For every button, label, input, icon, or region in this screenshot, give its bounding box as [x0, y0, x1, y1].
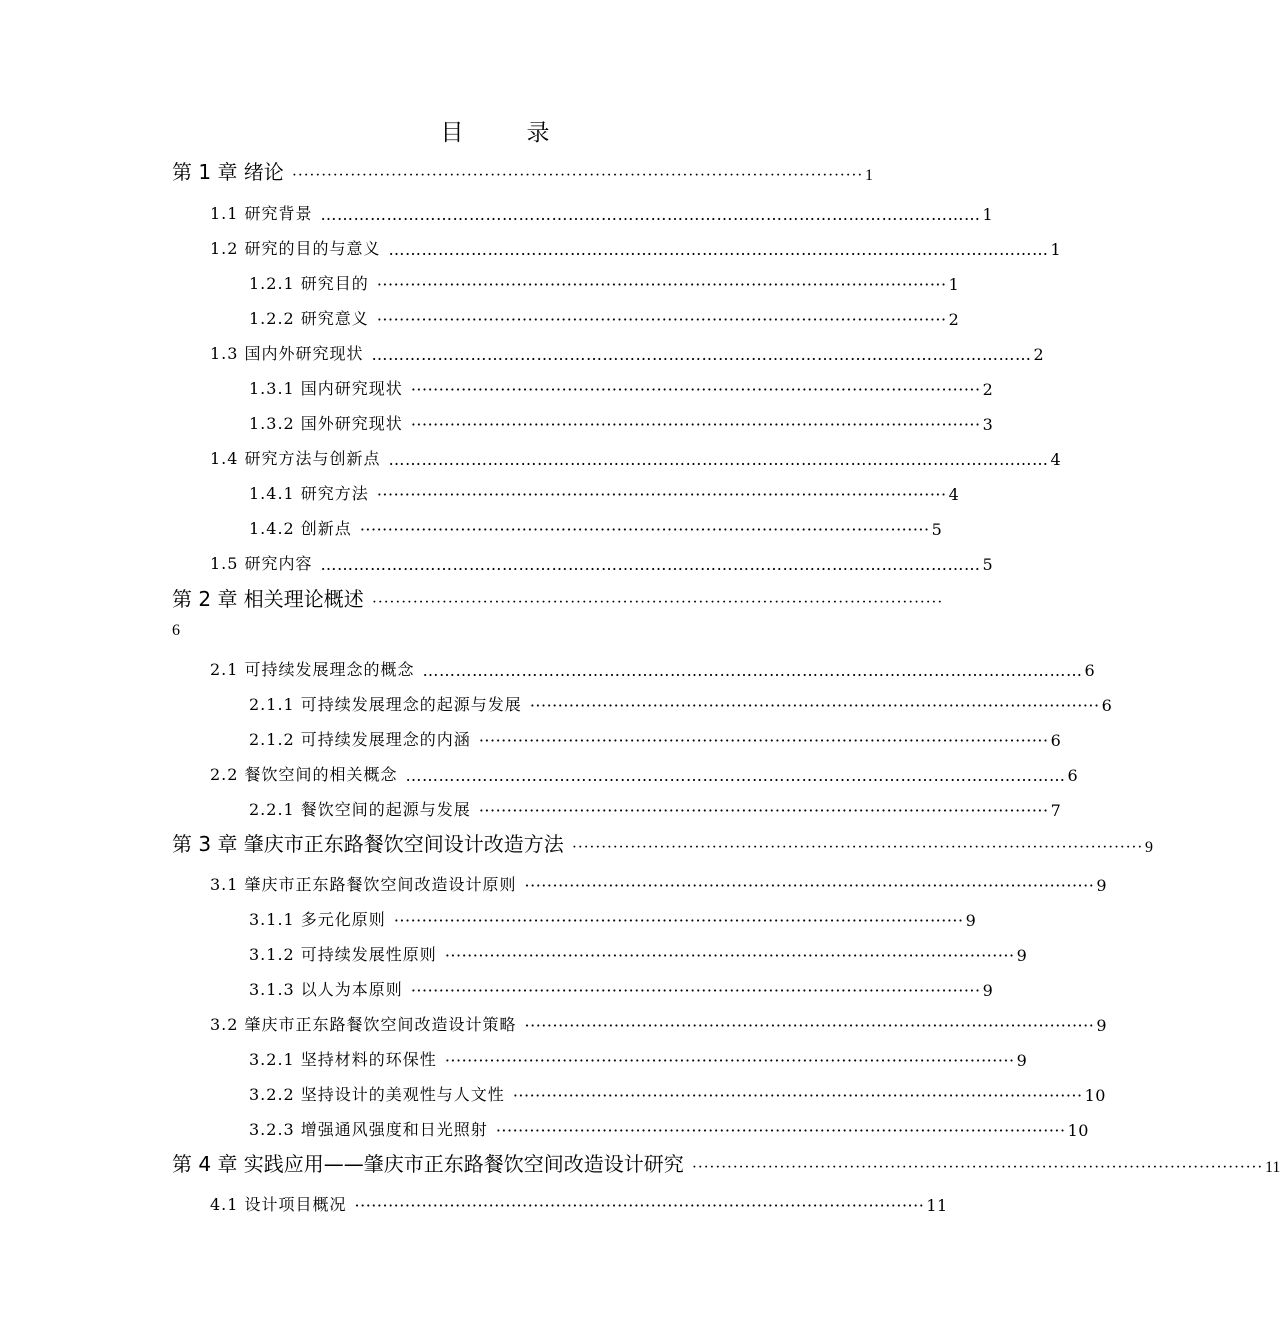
leader-dots: ······································································································	[444, 946, 1015, 965]
toc-entry-label: 3.2.3 增强通风强度和日光照射	[249, 1120, 488, 1139]
toc-entry-page: 3	[982, 415, 994, 434]
leader-dots: ······································································································	[410, 415, 981, 434]
toc-entry[interactable]	[172, 155, 873, 185]
toc-entry[interactable]	[210, 755, 1079, 785]
leader-dots: ······································································································	[444, 1051, 1015, 1070]
leader-dots: ······································································································	[524, 876, 1095, 895]
toc-entry-page: 9	[982, 981, 994, 1000]
leader-dots: …………………………………………………………………………………………………………	[388, 240, 1049, 259]
toc-entry[interactable]	[249, 1040, 1028, 1070]
toc-entry-label: 第 4 章 实践应用——肇庆市正东路餐饮空间改造设计研究	[172, 1152, 684, 1176]
leader-dots: ······································································································	[359, 520, 930, 539]
toc-entry-label: 1.4.1 研究方法	[249, 484, 369, 503]
leader-dots: ······································································································	[376, 275, 947, 294]
leader-dots: …………………………………………………………………………………………………………	[320, 555, 981, 574]
toc-entry-page: 6	[1084, 661, 1096, 680]
toc-entry-page: 11	[926, 1196, 948, 1215]
toc-entry-page: 2	[948, 310, 960, 329]
toc-entry[interactable]	[210, 439, 1062, 469]
toc-entry-page: 10	[1067, 1121, 1089, 1140]
toc-entry-page: 5	[931, 520, 943, 539]
toc-entry-label: 3.1 肇庆市正东路餐饮空间改造设计原则	[210, 875, 517, 894]
toc-entry-label: 第 1 章 绪论	[172, 160, 284, 184]
leader-dots: ······································································································	[512, 1086, 1083, 1105]
leader-dots: ······································································································	[393, 911, 964, 930]
toc-entry-page: 6	[172, 622, 180, 639]
toc-entry[interactable]	[249, 685, 1113, 715]
toc-entry-page: 5	[982, 555, 994, 574]
toc-entry[interactable]	[249, 299, 960, 329]
leader-dots: ······································································································	[376, 310, 947, 329]
toc-entry[interactable]	[210, 334, 1045, 364]
toc-entry[interactable]	[210, 865, 1107, 895]
toc-entry-label: 第 2 章 相关理论概述	[172, 587, 364, 611]
toc-entry-label: 3.1.2 可持续发展性原则	[249, 945, 437, 964]
toc-entry-chapter-2[interactable]	[172, 582, 943, 612]
toc-entry[interactable]	[249, 900, 977, 930]
toc-entry[interactable]	[249, 1075, 1106, 1105]
toc-entry-label: 第 3 章 肇庆市正东路餐饮空间设计改造方法	[172, 832, 564, 856]
toc-entry-label: 4.1 设计项目概况	[210, 1195, 347, 1214]
toc-entry-page: 9	[1016, 1051, 1028, 1070]
toc-entry[interactable]	[249, 474, 960, 504]
toc-entry[interactable]	[172, 1147, 1280, 1177]
toc-entry-page: 4	[1050, 450, 1062, 469]
toc-entry[interactable]	[249, 790, 1062, 820]
toc-entry-page: 9	[1096, 876, 1107, 895]
toc-entry-label: 1.2.2 研究意义	[249, 309, 369, 328]
toc-entry[interactable]	[249, 404, 994, 434]
toc-entry-page: 6	[1067, 766, 1079, 785]
leader-dots: ······································································································	[410, 981, 981, 1000]
toc-entry-label: 2.1.2 可持续发展理念的内涵	[249, 730, 471, 749]
leader-dots: ······································································································	[478, 801, 1049, 820]
leader-dots: ······································································································	[354, 1196, 925, 1215]
toc-entry-label: 2.1.1 可持续发展理念的起源与发展	[249, 695, 522, 714]
toc-entry-label: 1.2 研究的目的与意义	[210, 239, 381, 258]
toc-entry-label: 1.3 国内外研究现状	[210, 344, 364, 363]
toc-entry-label: 2.1 可持续发展理念的概念	[210, 660, 415, 679]
toc-entry-label: 2.2 餐饮空间的相关概念	[210, 765, 398, 784]
toc-entry-label: 3.2.1 坚持材料的环保性	[249, 1050, 437, 1069]
toc-entry[interactable]	[249, 935, 1028, 965]
toc-entry-page: 11	[1264, 1159, 1280, 1176]
toc-entry-label: 1.5 研究内容	[210, 554, 313, 573]
leader-dots: ······································································································	[524, 1016, 1095, 1035]
toc-entry-page: 9	[965, 911, 977, 930]
toc-entry[interactable]	[249, 369, 994, 399]
leader-dots: ··································································································	[291, 167, 863, 184]
toc-entry[interactable]	[249, 970, 994, 1000]
leader-dots: ······································································································	[478, 731, 1049, 750]
toc-entry-page: 7	[1050, 801, 1062, 820]
toc-entry-label: 2.2.1 餐饮空间的起源与发展	[249, 800, 471, 819]
toc-entry[interactable]	[210, 544, 994, 574]
toc-entry-label: 1.2.1 研究目的	[249, 274, 369, 293]
leader-dots: …………………………………………………………………………………………………………	[320, 205, 981, 224]
toc-entry-page: 2	[1033, 345, 1045, 364]
leader-dots: ··································································································	[571, 839, 1143, 856]
toc-entry[interactable]	[210, 229, 1062, 259]
toc-entry[interactable]	[249, 720, 1062, 750]
leader-dots: ······································································································	[529, 696, 1100, 715]
toc-entry-page: 9	[1016, 946, 1028, 965]
toc-entry-label: 1.3.1 国内研究现状	[249, 379, 403, 398]
leader-dots: ··································································································	[371, 594, 943, 611]
toc-entry-page: 6	[1050, 731, 1062, 750]
toc-entry-label: 1.3.2 国外研究现状	[249, 414, 403, 433]
toc-entry-label: 1.4.2 创新点	[249, 519, 352, 538]
leader-dots: ······································································································	[495, 1121, 1066, 1140]
toc-entry-label: 3.1.1 多元化原则	[249, 910, 386, 929]
toc-entry[interactable]	[210, 194, 994, 224]
leader-dots: …………………………………………………………………………………………………………	[422, 661, 1083, 680]
toc-entry-page: 1	[982, 205, 994, 224]
toc-title: 目 录	[440, 120, 570, 146]
toc-entry-label: 3.2 肇庆市正东路餐饮空间改造设计策略	[210, 1015, 517, 1034]
toc-entry-page: 10	[1084, 1086, 1106, 1105]
toc-entry-page: 1	[864, 167, 873, 184]
toc-entry-page: 1	[948, 275, 960, 294]
toc-entry-label: 1.1 研究背景	[210, 204, 313, 223]
toc-entry-label: 3.1.3 以人为本原则	[249, 980, 403, 999]
leader-dots: ······································································································	[410, 380, 981, 399]
toc-entry[interactable]	[249, 1110, 1089, 1140]
leader-dots: …………………………………………………………………………………………………………	[405, 766, 1066, 785]
leader-dots: ······································································································	[376, 485, 947, 504]
toc-entry-page: 9	[1096, 1016, 1107, 1035]
toc-entry-page: 4	[948, 485, 960, 504]
toc-entry[interactable]	[210, 1005, 1107, 1035]
toc-entry-page: 9	[1144, 839, 1153, 856]
toc-entry-page: 6	[1101, 696, 1113, 715]
toc-entry-label: 3.2.2 坚持设计的美观性与人文性	[249, 1085, 505, 1104]
toc-entry-page: 2	[982, 380, 994, 399]
toc-entry[interactable]	[210, 650, 1096, 680]
toc-entry[interactable]	[249, 509, 943, 539]
toc-entry[interactable]	[210, 1185, 948, 1215]
toc-entry-label: 1.4 研究方法与创新点	[210, 449, 381, 468]
leader-dots: …………………………………………………………………………………………………………	[388, 450, 1049, 469]
toc-entry-page: 1	[1050, 240, 1062, 259]
leader-dots: …………………………………………………………………………………………………………	[371, 345, 1032, 364]
leader-dots: ··································································································	[691, 1159, 1263, 1176]
toc-entry[interactable]	[249, 264, 960, 294]
toc-entry[interactable]	[172, 827, 1153, 857]
